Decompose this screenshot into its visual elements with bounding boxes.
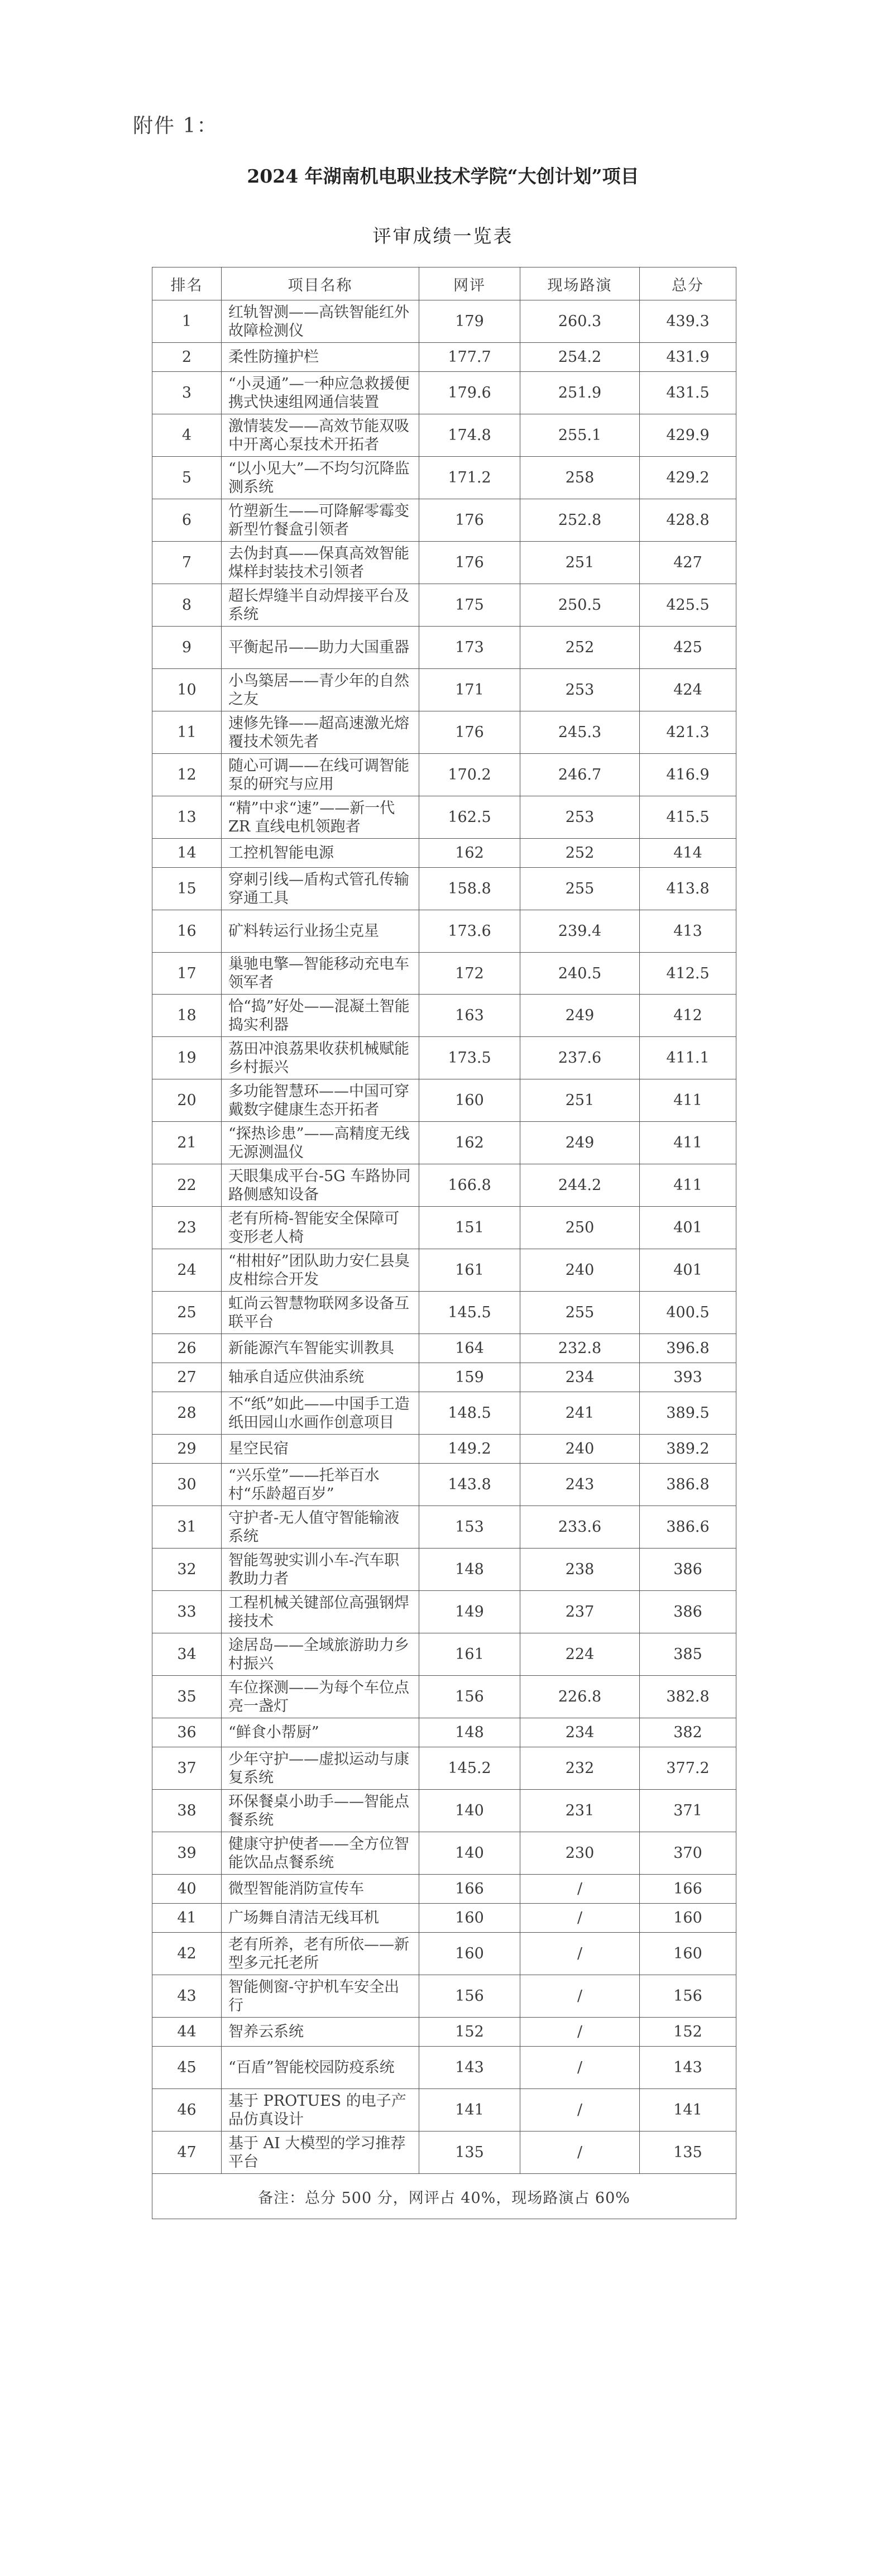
cell-total-score: 386	[640, 1549, 736, 1591]
attachment-label: 附件 1：	[133, 114, 218, 137]
cell-total-score: 425.5	[640, 584, 736, 627]
header-name: 项目名称	[222, 267, 419, 300]
cell-rank: 16	[152, 910, 222, 953]
cell-live-score: 250	[520, 1207, 640, 1249]
cell-project-name: “兴乐堂”——托举百水村“乐龄超百岁”	[222, 1464, 419, 1506]
cell-total-score: 424	[640, 669, 736, 711]
header-live: 现场路演	[520, 267, 640, 300]
cell-project-name: 矿料转运行业扬尘克星	[222, 910, 419, 953]
table-row	[152, 669, 736, 711]
cell-rank: 47	[152, 2131, 222, 2174]
cell-live-score: /	[520, 1875, 640, 1904]
table-row	[152, 1363, 736, 1392]
cell-total-score: 371	[640, 1790, 736, 1832]
cell-project-name: 激情装发——高效节能双吸中开离心泵技术开拓者	[222, 414, 419, 457]
cell-total-score: 160	[640, 1904, 736, 1933]
cell-project-name: 老有所养，老有所依——新型多元托老所	[222, 1933, 419, 1975]
cell-rank: 21	[152, 1122, 222, 1164]
table-row	[152, 627, 736, 669]
cell-live-score: 251	[520, 1079, 640, 1122]
cell-total-score: 389.5	[640, 1392, 736, 1435]
cell-net-score: 162.5	[419, 796, 520, 839]
cell-rank: 24	[152, 1249, 222, 1292]
cell-project-name: 星空民宿	[222, 1435, 419, 1464]
cell-total-score: 401	[640, 1249, 736, 1292]
cell-project-name: 穿刺引线—盾构式管孔传输穿通工具	[222, 868, 419, 910]
cell-net-score: 158.8	[419, 868, 520, 910]
cell-live-score: 238	[520, 1549, 640, 1591]
cell-project-name: 红轨智测——高铁智能红外故障检测仪	[222, 300, 419, 343]
table-row	[152, 1904, 736, 1933]
cell-total-score: 135	[640, 2131, 736, 2174]
cell-net-score: 156	[419, 1676, 520, 1718]
cell-project-name: “探热诊患”——高精度无线无源测温仪	[222, 1122, 419, 1164]
table-row	[152, 372, 736, 414]
cell-project-name: 广场舞自清洁无线耳机	[222, 1904, 419, 1933]
cell-project-name: 少年守护——虚拟运动与康复系统	[222, 1747, 419, 1790]
cell-live-score: 232.8	[520, 1334, 640, 1363]
table-row	[152, 1506, 736, 1549]
table-row	[152, 796, 736, 839]
cell-total-score: 386.8	[640, 1464, 736, 1506]
cell-total-score: 412	[640, 995, 736, 1037]
cell-net-score: 174.8	[419, 414, 520, 457]
cell-project-name: 智养云系统	[222, 2018, 419, 2047]
cell-live-score: /	[520, 1904, 640, 1933]
header-rank: 排名	[152, 267, 222, 300]
cell-rank: 46	[152, 2089, 222, 2131]
cell-live-score: 237.6	[520, 1037, 640, 1079]
cell-net-score: 149.2	[419, 1435, 520, 1464]
cell-rank: 32	[152, 1549, 222, 1591]
cell-net-score: 143	[419, 2047, 520, 2089]
cell-total-score: 421.3	[640, 711, 736, 754]
cell-rank: 39	[152, 1832, 222, 1875]
cell-project-name: 新能源汽车智能实训教具	[222, 1334, 419, 1363]
cell-net-score: 177.7	[419, 343, 520, 372]
cell-total-score: 411	[640, 1079, 736, 1122]
table-row	[152, 499, 736, 542]
cell-total-score: 393	[640, 1363, 736, 1392]
cell-live-score: 230	[520, 1832, 640, 1875]
cell-live-score: 254.2	[520, 343, 640, 372]
table-row	[152, 1037, 736, 1079]
cell-live-score: 231	[520, 1790, 640, 1832]
cell-project-name: 巢驰电擎—智能移动充电车领军者	[222, 953, 419, 995]
cell-net-score: 135	[419, 2131, 520, 2174]
cell-total-score: 431.5	[640, 372, 736, 414]
table-row	[152, 754, 736, 796]
table-row	[152, 1207, 736, 1249]
cell-total-score: 413	[640, 910, 736, 953]
cell-rank: 8	[152, 584, 222, 627]
cell-net-score: 173.5	[419, 1037, 520, 1079]
table-row	[152, 1747, 736, 1790]
cell-net-score: 140	[419, 1790, 520, 1832]
cell-total-score: 160	[640, 1933, 736, 1975]
cell-live-score: 239.4	[520, 910, 640, 953]
table-row	[152, 343, 736, 372]
cell-total-score: 439.3	[640, 300, 736, 343]
cell-rank: 9	[152, 627, 222, 669]
cell-live-score: 252	[520, 627, 640, 669]
cell-live-score: 249	[520, 1122, 640, 1164]
cell-net-score: 172	[419, 953, 520, 995]
cell-live-score: 260.3	[520, 300, 640, 343]
table-body	[152, 300, 736, 2174]
cell-net-score: 166	[419, 1875, 520, 1904]
cell-rank: 41	[152, 1904, 222, 1933]
table-row	[152, 414, 736, 457]
cell-net-score: 140	[419, 1832, 520, 1875]
cell-net-score: 145.2	[419, 1747, 520, 1790]
cell-net-score: 170.2	[419, 754, 520, 796]
cell-total-score: 389.2	[640, 1435, 736, 1464]
cell-project-name: 小鸟築居——青少年的自然之友	[222, 669, 419, 711]
cell-total-score: 414	[640, 839, 736, 868]
cell-net-score: 179	[419, 300, 520, 343]
cell-live-score: 226.8	[520, 1676, 640, 1718]
cell-project-name: 智能驾驶实训小车-汽车职教助力者	[222, 1549, 419, 1591]
cell-rank: 1	[152, 300, 222, 343]
cell-rank: 11	[152, 711, 222, 754]
cell-project-name: “小灵通”—一种应急救援便携式快速组网通信装置	[222, 372, 419, 414]
cell-total-score: 411	[640, 1122, 736, 1164]
cell-live-score: 240.5	[520, 953, 640, 995]
cell-total-score: 401	[640, 1207, 736, 1249]
cell-net-score: 149	[419, 1591, 520, 1633]
table-row	[152, 711, 736, 754]
table-row	[152, 1079, 736, 1122]
cell-total-score: 141	[640, 2089, 736, 2131]
cell-total-score: 386.6	[640, 1506, 736, 1549]
cell-project-name: “百盾”智能校园防疫系统	[222, 2047, 419, 2089]
cell-project-name: 速修先锋——超高速激光熔覆技术领先者	[222, 711, 419, 754]
cell-live-score: /	[520, 2131, 640, 2174]
cell-project-name: 平衡起吊——助力大国重器	[222, 627, 419, 669]
cell-total-score: 429.9	[640, 414, 736, 457]
table-row	[152, 1832, 736, 1875]
cell-project-name: 环保餐桌小助手——智能点餐系统	[222, 1790, 419, 1832]
cell-live-score: 252	[520, 839, 640, 868]
footnote: 备注：总分 500 分，网评占 40%，现场路演占 60%	[152, 2174, 736, 2219]
cell-total-score: 415.5	[640, 796, 736, 839]
cell-project-name: “精”中求“速”——新一代 ZR 直线电机领跑者	[222, 796, 419, 839]
table-row	[152, 1718, 736, 1747]
cell-live-score: /	[520, 2089, 640, 2131]
cell-rank: 43	[152, 1975, 222, 2018]
cell-total-score: 385	[640, 1633, 736, 1676]
cell-total-score: 416.9	[640, 754, 736, 796]
cell-net-score: 176	[419, 499, 520, 542]
cell-net-score: 176	[419, 542, 520, 584]
cell-net-score: 160	[419, 1933, 520, 1975]
cell-rank: 35	[152, 1676, 222, 1718]
cell-live-score: 233.6	[520, 1506, 640, 1549]
header-net: 网评	[419, 267, 520, 300]
cell-net-score: 179.6	[419, 372, 520, 414]
cell-live-score: 252.8	[520, 499, 640, 542]
cell-live-score: 234	[520, 1718, 640, 1747]
cell-net-score: 161	[419, 1249, 520, 1292]
cell-total-score: 396.8	[640, 1334, 736, 1363]
cell-project-name: 恰“捣”好处——混凝土智能捣实利器	[222, 995, 419, 1037]
cell-live-score: 243	[520, 1464, 640, 1506]
cell-net-score: 152	[419, 2018, 520, 2047]
table-header-row	[152, 267, 736, 300]
cell-total-score: 411.1	[640, 1037, 736, 1079]
table-row	[152, 1676, 736, 1718]
cell-live-score: 240	[520, 1249, 640, 1292]
cell-total-score: 413.8	[640, 868, 736, 910]
table-row	[152, 1122, 736, 1164]
cell-total-score: 382.8	[640, 1676, 736, 1718]
cell-live-score: /	[520, 1933, 640, 1975]
cell-project-name: 竹塑新生——可降解零霉变新型竹餐盒引领者	[222, 499, 419, 542]
cell-rank: 28	[152, 1392, 222, 1435]
table-row	[152, 953, 736, 995]
cell-project-name: 老有所椅-智能安全保障可变形老人椅	[222, 1207, 419, 1249]
cell-project-name: 基于 PROTUES 的电子产品仿真设计	[222, 2089, 419, 2131]
cell-net-score: 162	[419, 1122, 520, 1164]
cell-net-score: 160	[419, 1079, 520, 1122]
cell-rank: 20	[152, 1079, 222, 1122]
table-row	[152, 1292, 736, 1334]
cell-project-name: 天眼集成平台-5G 车路协同路侧感知设备	[222, 1164, 419, 1207]
cell-net-score: 161	[419, 1633, 520, 1676]
cell-project-name: 健康守护使者——全方位智能饮品点餐系统	[222, 1832, 419, 1875]
cell-total-score: 377.2	[640, 1747, 736, 1790]
cell-project-name: 基于 AI 大模型的学习推荐平台	[222, 2131, 419, 2174]
cell-net-score: 156	[419, 1975, 520, 2018]
cell-total-score: 386	[640, 1591, 736, 1633]
table-row	[152, 2047, 736, 2089]
cell-project-name: 途居岛——全域旅游助力乡村振兴	[222, 1633, 419, 1676]
cell-project-name: “以小见大”—不均匀沉降监测系统	[222, 457, 419, 499]
cell-project-name: 多功能智慧环——中国可穿戴数字健康生态开拓者	[222, 1079, 419, 1122]
table-row	[152, 1549, 736, 1591]
cell-net-score: 173.6	[419, 910, 520, 953]
cell-project-name: 柔性防撞护栏	[222, 343, 419, 372]
cell-rank: 29	[152, 1435, 222, 1464]
cell-live-score: 255	[520, 868, 640, 910]
table-row	[152, 868, 736, 910]
cell-net-score: 151	[419, 1207, 520, 1249]
table-row	[152, 1633, 736, 1676]
cell-net-score: 148.5	[419, 1392, 520, 1435]
cell-total-score: 428.8	[640, 499, 736, 542]
table-row	[152, 542, 736, 584]
table-row	[152, 1249, 736, 1292]
cell-rank: 45	[152, 2047, 222, 2089]
cell-net-score: 175	[419, 584, 520, 627]
cell-rank: 19	[152, 1037, 222, 1079]
cell-project-name: “鲜食小帮厨”	[222, 1718, 419, 1747]
cell-rank: 38	[152, 1790, 222, 1832]
cell-live-score: 232	[520, 1747, 640, 1790]
cell-project-name: 随心可调——在线可调智能泵的研究与应用	[222, 754, 419, 796]
cell-live-score: 245.3	[520, 711, 640, 754]
cell-net-score: 148	[419, 1549, 520, 1591]
cell-live-score: 244.2	[520, 1164, 640, 1207]
cell-total-score: 412.5	[640, 953, 736, 995]
cell-project-name: “柑柑好”团队助力安仁县臭皮柑综合开发	[222, 1249, 419, 1292]
table-row	[152, 2131, 736, 2174]
cell-rank: 42	[152, 1933, 222, 1975]
cell-live-score: 246.7	[520, 754, 640, 796]
cell-total-score: 431.9	[640, 343, 736, 372]
cell-net-score: 164	[419, 1334, 520, 1363]
cell-total-score: 143	[640, 2047, 736, 2089]
table-row	[152, 457, 736, 499]
cell-total-score: 400.5	[640, 1292, 736, 1334]
table-row	[152, 1591, 736, 1633]
cell-rank: 31	[152, 1506, 222, 1549]
cell-live-score: 240	[520, 1435, 640, 1464]
table-row	[152, 910, 736, 953]
cell-net-score: 143.8	[419, 1464, 520, 1506]
cell-live-score: 224	[520, 1633, 640, 1676]
cell-rank: 5	[152, 457, 222, 499]
cell-rank: 2	[152, 343, 222, 372]
cell-live-score: 250.5	[520, 584, 640, 627]
cell-rank: 23	[152, 1207, 222, 1249]
cell-total-score: 156	[640, 1975, 736, 2018]
cell-net-score: 153	[419, 1506, 520, 1549]
cell-project-name: 虹尚云智慧物联网多设备互联平台	[222, 1292, 419, 1334]
cell-rank: 34	[152, 1633, 222, 1676]
cell-rank: 18	[152, 995, 222, 1037]
cell-project-name: 超长焊缝半自动焊接平台及系统	[222, 584, 419, 627]
table-row	[152, 839, 736, 868]
cell-net-score: 159	[419, 1363, 520, 1392]
cell-net-score: 160	[419, 1904, 520, 1933]
table-row	[152, 1464, 736, 1506]
cell-rank: 7	[152, 542, 222, 584]
table-row	[152, 300, 736, 343]
results-table	[152, 267, 736, 2219]
cell-live-score: /	[520, 2018, 640, 2047]
cell-rank: 4	[152, 414, 222, 457]
header-total: 总分	[640, 267, 736, 300]
cell-rank: 26	[152, 1334, 222, 1363]
cell-project-name: 工程机械关键部位高强钢焊接技术	[222, 1591, 419, 1633]
cell-project-name: 不“纸”如此——中国手工造纸田园山水画作创意项目	[222, 1392, 419, 1435]
cell-net-score: 145.5	[419, 1292, 520, 1334]
cell-rank: 14	[152, 839, 222, 868]
table-row	[152, 995, 736, 1037]
cell-rank: 40	[152, 1875, 222, 1904]
table-row	[152, 1392, 736, 1435]
cell-rank: 22	[152, 1164, 222, 1207]
cell-net-score: 173	[419, 627, 520, 669]
table-row	[152, 1875, 736, 1904]
cell-net-score: 141	[419, 2089, 520, 2131]
cell-live-score: 249	[520, 995, 640, 1037]
cell-live-score: 251.9	[520, 372, 640, 414]
cell-net-score: 163	[419, 995, 520, 1037]
cell-total-score: 370	[640, 1832, 736, 1875]
table-row	[152, 2018, 736, 2047]
cell-rank: 10	[152, 669, 222, 711]
document-title: 2024 年湖南机电职业技术学院“大创计划”项目	[247, 165, 639, 187]
cell-total-score: 152	[640, 2018, 736, 2047]
cell-rank: 25	[152, 1292, 222, 1334]
cell-project-name: 轴承自适应供油系统	[222, 1363, 419, 1392]
cell-live-score: 237	[520, 1591, 640, 1633]
cell-net-score: 148	[419, 1718, 520, 1747]
table-row	[152, 2089, 736, 2131]
cell-rank: 36	[152, 1718, 222, 1747]
cell-net-score: 171.2	[419, 457, 520, 499]
cell-live-score: 234	[520, 1363, 640, 1392]
cell-live-score: 253	[520, 796, 640, 839]
cell-live-score: /	[520, 2047, 640, 2089]
cell-rank: 37	[152, 1747, 222, 1790]
cell-live-score: 255.1	[520, 414, 640, 457]
cell-rank: 13	[152, 796, 222, 839]
cell-rank: 15	[152, 868, 222, 910]
cell-project-name: 智能侧窗-守护机车安全出行	[222, 1975, 419, 2018]
cell-rank: 30	[152, 1464, 222, 1506]
cell-live-score: /	[520, 1975, 640, 2018]
table-row	[152, 1975, 736, 2018]
table-row	[152, 1435, 736, 1464]
cell-total-score: 411	[640, 1164, 736, 1207]
cell-live-score: 253	[520, 669, 640, 711]
cell-total-score: 427	[640, 542, 736, 584]
cell-project-name: 守护者-无人值守智能输液系统	[222, 1506, 419, 1549]
cell-total-score: 429.2	[640, 457, 736, 499]
cell-project-name: 去伪封真——保真高效智能煤样封装技术引领者	[222, 542, 419, 584]
cell-project-name: 荔田冲浪荔果收获机械赋能乡村振兴	[222, 1037, 419, 1079]
cell-total-score: 166	[640, 1875, 736, 1904]
cell-live-score: 241	[520, 1392, 640, 1435]
cell-rank: 27	[152, 1363, 222, 1392]
cell-live-score: 255	[520, 1292, 640, 1334]
cell-net-score: 176	[419, 711, 520, 754]
cell-rank: 3	[152, 372, 222, 414]
cell-net-score: 166.8	[419, 1164, 520, 1207]
table-row	[152, 1933, 736, 1975]
table-row	[152, 584, 736, 627]
cell-total-score: 425	[640, 627, 736, 669]
cell-rank: 44	[152, 2018, 222, 2047]
cell-rank: 17	[152, 953, 222, 995]
table-row	[152, 1790, 736, 1832]
footnote-row	[152, 2174, 736, 2219]
cell-project-name: 微型智能消防宣传车	[222, 1875, 419, 1904]
cell-rank: 6	[152, 499, 222, 542]
cell-project-name: 车位探测——为每个车位点亮一盏灯	[222, 1676, 419, 1718]
cell-rank: 33	[152, 1591, 222, 1633]
cell-net-score: 162	[419, 839, 520, 868]
cell-project-name: 工控机智能电源	[222, 839, 419, 868]
table-row	[152, 1334, 736, 1363]
cell-live-score: 258	[520, 457, 640, 499]
cell-live-score: 251	[520, 542, 640, 584]
cell-rank: 12	[152, 754, 222, 796]
cell-net-score: 171	[419, 669, 520, 711]
table-row	[152, 1164, 736, 1207]
cell-total-score: 382	[640, 1718, 736, 1747]
document-subtitle: 评审成绩一览表	[372, 225, 514, 247]
